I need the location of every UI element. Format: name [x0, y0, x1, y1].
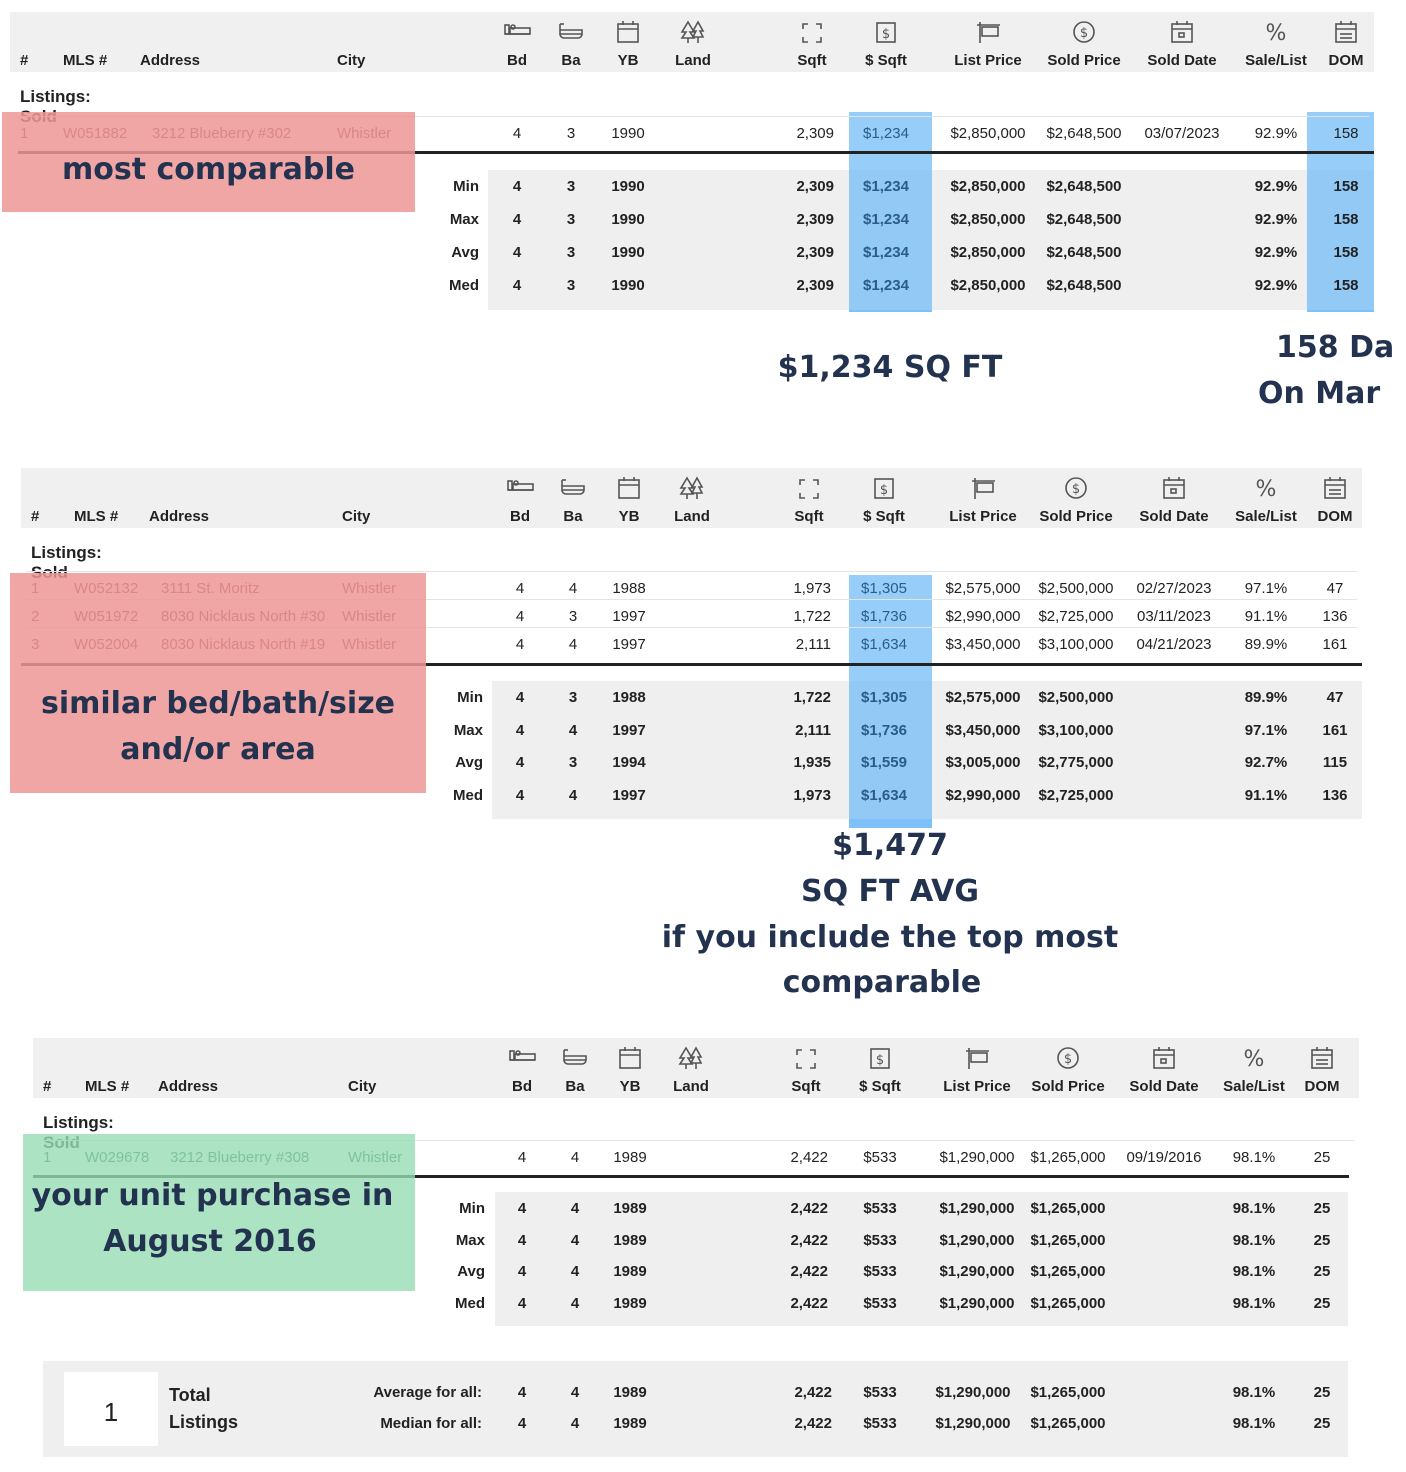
- expand-icon: [794, 475, 824, 501]
- summary-sqft: 1,973: [793, 786, 831, 804]
- summary-list: $2,575,000: [945, 689, 1021, 706]
- summary-ba: 4: [570, 1263, 580, 1280]
- cell-sqft: 1,973: [793, 580, 831, 597]
- summary-ba: 4: [568, 721, 578, 739]
- cell-list: $3,450,000: [945, 636, 1021, 653]
- cell-salelist: 89.9%: [1244, 636, 1288, 653]
- cell-salelist: 92.9%: [1254, 125, 1298, 142]
- summary-salelist: 91.1%: [1244, 786, 1288, 804]
- column-header-mls: MLS #: [85, 1078, 130, 1095]
- bed-icon: [502, 19, 532, 45]
- summary-bd: 4: [512, 178, 522, 195]
- column-header-mls: MLS #: [74, 508, 119, 525]
- totals-avg-sqft: 2,422: [794, 1384, 832, 1401]
- summary-label-med: Med: [455, 1294, 485, 1312]
- percent-icon: [1239, 1045, 1269, 1071]
- summary-dom: 25: [1313, 1200, 1331, 1217]
- column-header-list: List Price: [949, 508, 1017, 525]
- summary-psqft: $1,234: [863, 244, 909, 261]
- column-header-land: Land: [674, 508, 710, 525]
- summary-psqft: $533: [863, 1231, 897, 1249]
- summary-yb: 1997: [612, 786, 646, 804]
- cell-salelist: 98.1%: [1232, 1149, 1276, 1166]
- annotation-purchase-line2: August 2016: [103, 1224, 317, 1259]
- summary-sqft: 2,422: [790, 1231, 828, 1249]
- cell-date: 03/07/2023: [1144, 125, 1220, 142]
- totals-avg-dom: 25: [1313, 1384, 1331, 1401]
- summary-yb: 1989: [613, 1200, 647, 1217]
- summary-list: $3,450,000: [945, 721, 1021, 739]
- summary-bd: 4: [515, 721, 525, 739]
- cell-sqft: 2,309: [796, 125, 834, 142]
- summary-list: $3,005,000: [945, 754, 1021, 771]
- summary-salelist: 92.9%: [1254, 277, 1298, 294]
- svg-text:%: %: [1243, 1047, 1265, 1072]
- column-header-solddate: Sold Date: [1129, 1078, 1199, 1095]
- summary-dom: 136: [1322, 786, 1348, 804]
- summary-yb: 1989: [613, 1231, 647, 1249]
- summary-bd: 4: [512, 211, 522, 228]
- calendar-date-icon: [1159, 475, 1189, 501]
- summary-sold: $1,265,000: [1030, 1263, 1106, 1280]
- summary-label-min: Min: [459, 1200, 485, 1217]
- cell-sold: $2,648,500: [1046, 125, 1122, 142]
- totals-med-yb: 1989: [613, 1415, 647, 1432]
- cell-ba: 4: [568, 636, 578, 653]
- cell-psqft: $533: [863, 1149, 897, 1166]
- column-header-list: List Price: [954, 52, 1022, 69]
- summary-dom: 158: [1333, 277, 1359, 294]
- summary-label-avg: Avg: [455, 754, 483, 771]
- summary-yb: 1990: [611, 277, 645, 294]
- summary-list: $1,290,000: [939, 1263, 1015, 1280]
- summary-bd: 4: [517, 1294, 527, 1312]
- summary-list: $2,850,000: [950, 277, 1026, 294]
- cell-psqft: $1,634: [861, 636, 907, 653]
- summary-list: $2,850,000: [950, 178, 1026, 195]
- summary-psqft: $533: [863, 1294, 897, 1312]
- summary-sold: $2,725,000: [1038, 786, 1114, 804]
- bath-icon: [560, 1045, 590, 1071]
- cell-ba: 3: [566, 125, 576, 142]
- annotation-avg-line3: if you include the top most: [661, 920, 1119, 955]
- cell-bd: 4: [517, 1149, 527, 1166]
- column-header-yb: YB: [619, 1078, 641, 1095]
- summary-ba: 3: [568, 689, 578, 706]
- totals-avg-sold: $1,265,000: [1030, 1384, 1106, 1401]
- cell-psqft: $1,234: [863, 125, 909, 142]
- totals-avg-psqft: $533: [863, 1384, 897, 1401]
- bed-icon: [507, 1045, 537, 1071]
- column-header-ba: Ba: [561, 52, 581, 69]
- column-header-num: #: [20, 52, 29, 69]
- cell-salelist: 91.1%: [1244, 608, 1288, 625]
- summary-list: $2,850,000: [950, 244, 1026, 261]
- column-header-land: Land: [673, 1078, 709, 1095]
- totals-avg-list: $1,290,000: [935, 1384, 1011, 1401]
- summary-bd: 4: [515, 754, 525, 771]
- column-header-bd: Bd: [512, 1078, 532, 1095]
- dollar-circle-icon: [1061, 475, 1091, 501]
- annotation-avg-line2: SQ FT AVG: [801, 874, 979, 909]
- column-header-num: #: [43, 1078, 52, 1095]
- summary-label-med: Med: [453, 786, 483, 804]
- column-header-sqft: Sqft: [797, 52, 827, 69]
- cell-date: 03/11/2023: [1137, 608, 1211, 625]
- summary-dom: 161: [1322, 721, 1348, 739]
- cell-ba: 3: [568, 608, 578, 625]
- summary-salelist: 92.9%: [1254, 211, 1298, 228]
- column-header-yb: YB: [617, 52, 639, 69]
- summary-psqft: $1,234: [863, 277, 909, 294]
- summary-sqft: 1,935: [793, 754, 831, 771]
- totals-avg-label: Average for all:: [373, 1384, 482, 1401]
- expand-icon: [791, 1045, 821, 1071]
- column-header-psqft: $ Sqft: [863, 508, 905, 525]
- expand-icon: [797, 19, 827, 45]
- summary-salelist: 89.9%: [1244, 689, 1288, 706]
- calendar-icon: [613, 19, 643, 45]
- totals-med-list: $1,290,000: [935, 1415, 1011, 1432]
- annotation-sqft-price: $1,234 SQ FT: [777, 350, 1003, 385]
- summary-label-max: Max: [449, 211, 479, 228]
- summary-salelist: 92.7%: [1244, 754, 1288, 771]
- summary-ba: 3: [566, 211, 576, 228]
- calendar-date-icon: [1167, 19, 1197, 45]
- summary-sold: $2,648,500: [1046, 178, 1122, 195]
- summary-yb: 1988: [612, 689, 646, 706]
- column-header-bd: Bd: [510, 508, 530, 525]
- column-header-city: City: [337, 52, 366, 69]
- cell-yb: 1997: [612, 608, 646, 625]
- summary-psqft: $533: [863, 1263, 897, 1280]
- total-label-line1: Total: [169, 1385, 211, 1405]
- cell-dom: 136: [1322, 608, 1348, 625]
- sign-icon: [968, 475, 998, 501]
- cell-bd: 4: [515, 580, 525, 597]
- summary-dom: 115: [1322, 754, 1348, 771]
- svg-text:%: %: [1265, 21, 1287, 46]
- dollar-tag-icon: [869, 475, 899, 501]
- svg-text:%: %: [1255, 477, 1277, 502]
- summary-sold: $2,648,500: [1046, 211, 1122, 228]
- column-header-dom: DOM: [1304, 1078, 1340, 1095]
- column-header-sold: Sold Price: [1047, 52, 1121, 69]
- summary-yb: 1989: [613, 1294, 647, 1312]
- summary-label-avg: Avg: [457, 1263, 485, 1280]
- summary-sold: $3,100,000: [1038, 721, 1114, 739]
- summary-ba: 4: [570, 1294, 580, 1312]
- summary-label-max: Max: [455, 1231, 485, 1249]
- dollar-circle-icon: [1053, 1045, 1083, 1071]
- cell-date: 09/19/2016: [1126, 1149, 1202, 1166]
- percent-icon: [1261, 19, 1291, 45]
- summary-dom: 47: [1326, 689, 1344, 706]
- column-header-city: City: [342, 508, 371, 525]
- summary-bd: 4: [517, 1263, 527, 1280]
- column-header-address: Address: [149, 508, 210, 525]
- cell-yb: 1989: [613, 1149, 647, 1166]
- totals-med-psqft: $533: [863, 1415, 897, 1432]
- annotation-dom-line1: 158 Da: [1276, 330, 1395, 365]
- cell-sqft: 1,722: [793, 608, 831, 625]
- svg-text:$: $: [1063, 1052, 1073, 1067]
- dom-icon: [1320, 475, 1350, 501]
- summary-bd: 4: [515, 786, 525, 804]
- summary-ba: 4: [570, 1200, 580, 1217]
- cell-list: $2,850,000: [950, 125, 1026, 142]
- summary-dom: 25: [1313, 1231, 1331, 1249]
- cell-salelist: 97.1%: [1244, 580, 1288, 597]
- summary-sqft: 2,309: [796, 178, 834, 195]
- dollar-tag-icon: [871, 19, 901, 45]
- summary-salelist: 92.9%: [1254, 244, 1298, 261]
- calendar-date-icon: [1149, 1045, 1179, 1071]
- summary-label-min: Min: [457, 689, 483, 706]
- percent-icon: [1251, 475, 1281, 501]
- cell-sold: $3,100,000: [1038, 636, 1114, 653]
- summary-sold: $2,648,500: [1046, 244, 1122, 261]
- totals-avg-salelist: 98.1%: [1232, 1384, 1276, 1401]
- column-header-ba: Ba: [563, 508, 583, 525]
- summary-label-min: Min: [453, 178, 479, 195]
- cell-dom: 47: [1326, 580, 1344, 597]
- annotation-similar-line2: and/or area: [120, 732, 316, 767]
- summary-dom: 25: [1313, 1294, 1331, 1312]
- annotation-similar-line1: similar bed/bath/size: [40, 686, 396, 721]
- column-header-sold: Sold Price: [1031, 1078, 1105, 1095]
- cell-yb: 1990: [611, 125, 645, 142]
- cell-ba: 4: [568, 580, 578, 597]
- cell-ba: 4: [570, 1149, 580, 1166]
- column-header-sqft: Sqft: [791, 1078, 821, 1095]
- cell-list: $1,290,000: [939, 1149, 1015, 1166]
- summary-label-avg: Avg: [451, 244, 479, 261]
- row-divider: [26, 571, 1357, 572]
- column-header-solddate: Sold Date: [1147, 52, 1217, 69]
- summary-salelist: 98.1%: [1232, 1263, 1276, 1280]
- listings-sold-label: Listings:: [31, 543, 102, 562]
- cell-yb: 1988: [612, 580, 646, 597]
- column-header-address: Address: [140, 52, 201, 69]
- column-header-psqft: $ Sqft: [865, 52, 907, 69]
- summary-salelist: 98.1%: [1232, 1294, 1276, 1312]
- summary-sqft: 2,309: [796, 211, 834, 228]
- cell-bd: 4: [515, 636, 525, 653]
- summary-bd: 4: [515, 689, 525, 706]
- totals-med-dom: 25: [1313, 1415, 1331, 1432]
- summary-ba: 4: [570, 1231, 580, 1249]
- dollar-circle-icon: [1069, 19, 1099, 45]
- summary-sqft: 1,722: [793, 689, 831, 706]
- cell-yb: 1997: [612, 636, 646, 653]
- summary-yb: 1990: [611, 211, 645, 228]
- cell-bd: 4: [515, 608, 525, 625]
- column-header-num: #: [31, 508, 40, 525]
- summary-yb: 1997: [612, 721, 646, 739]
- summary-sold: $2,500,000: [1038, 689, 1114, 706]
- svg-text:$: $: [875, 1053, 885, 1068]
- trees-icon: [678, 19, 708, 45]
- summary-sqft: 2,309: [796, 277, 834, 294]
- column-header-mls: MLS #: [63, 52, 108, 69]
- cell-sold: $2,500,000: [1038, 580, 1114, 597]
- summary-ba: 3: [566, 244, 576, 261]
- cell-sqft: 2,111: [795, 636, 831, 653]
- column-header-list: List Price: [943, 1078, 1011, 1095]
- summary-sold: $2,648,500: [1046, 277, 1122, 294]
- summary-dom: 158: [1333, 211, 1359, 228]
- column-header-solddate: Sold Date: [1139, 508, 1209, 525]
- dom-icon: [1331, 19, 1361, 45]
- cell-list: $2,575,000: [945, 580, 1021, 597]
- summary-salelist: 98.1%: [1232, 1200, 1276, 1217]
- summary-list: $2,850,000: [950, 211, 1026, 228]
- calendar-icon: [615, 1045, 645, 1071]
- total-label-line2: Listings: [169, 1412, 239, 1432]
- summary-sold: $1,265,000: [1030, 1231, 1106, 1249]
- summary-psqft: $1,234: [863, 211, 909, 228]
- cell-sqft: 2,422: [790, 1149, 828, 1166]
- summary-psqft: $1,559: [861, 754, 907, 771]
- summary-psqft: $533: [863, 1200, 897, 1217]
- summary-dom: 158: [1333, 178, 1359, 195]
- annotation-purchase-line1: your unit purchase in: [31, 1178, 394, 1213]
- totals-avg-yb: 1989: [613, 1384, 647, 1401]
- svg-text:$: $: [1079, 26, 1089, 41]
- bath-icon: [556, 19, 586, 45]
- summary-sqft: 2,422: [790, 1200, 828, 1217]
- summary-list: $2,990,000: [945, 786, 1021, 804]
- column-header-dom: DOM: [1328, 52, 1364, 69]
- svg-text:$: $: [881, 27, 891, 42]
- summary-yb: 1989: [613, 1263, 647, 1280]
- column-header-salelist: Sale/List: [1245, 52, 1307, 69]
- cell-sold: $1,265,000: [1030, 1149, 1106, 1166]
- summary-ba: 3: [566, 277, 576, 294]
- summary-psqft: $1,736: [861, 721, 907, 739]
- summary-sold: $1,265,000: [1030, 1200, 1106, 1217]
- sign-icon: [962, 1045, 992, 1071]
- summary-ba: 3: [568, 754, 578, 771]
- column-header-sqft: Sqft: [794, 508, 824, 525]
- summary-sqft: 2,422: [790, 1263, 828, 1280]
- summary-salelist: 97.1%: [1244, 721, 1288, 739]
- cell-sold: $2,725,000: [1038, 608, 1114, 625]
- totals-med-sold: $1,265,000: [1030, 1415, 1106, 1432]
- totals-med-label: Median for all:: [380, 1415, 482, 1432]
- summary-list: $1,290,000: [939, 1294, 1015, 1312]
- listings-sold-label: Listings:: [20, 87, 91, 106]
- summary-psqft: $1,305: [861, 689, 907, 706]
- summary-bd: 4: [512, 277, 522, 294]
- column-header-yb: YB: [618, 508, 640, 525]
- trees-icon: [676, 1045, 706, 1071]
- column-header-address: Address: [158, 1078, 219, 1095]
- summary-label-max: Max: [453, 721, 483, 739]
- column-header-dom: DOM: [1317, 508, 1353, 525]
- totals-med-salelist: 98.1%: [1232, 1415, 1276, 1432]
- summary-list: $1,290,000: [939, 1231, 1015, 1249]
- total-count: 1: [64, 1372, 158, 1446]
- cell-date: 02/27/2023: [1136, 580, 1212, 597]
- column-header-ba: Ba: [565, 1078, 585, 1095]
- annotation-avg-line4: comparable: [782, 965, 982, 1000]
- cell-psqft: $1,305: [861, 580, 907, 597]
- column-header-salelist: Sale/List: [1223, 1078, 1285, 1095]
- summary-dom: 158: [1333, 244, 1359, 261]
- summary-yb: 1994: [612, 754, 646, 771]
- column-header-bd: Bd: [507, 52, 527, 69]
- column-header-land: Land: [675, 52, 711, 69]
- cell-psqft: $1,736: [861, 608, 907, 625]
- summary-sqft: 2,111: [795, 721, 831, 739]
- summary-sold: $2,775,000: [1038, 754, 1114, 771]
- summary-sqft: 2,422: [790, 1294, 828, 1312]
- column-header-city: City: [348, 1078, 377, 1095]
- cell-dom: 158: [1333, 125, 1359, 142]
- summary-psqft: $1,634: [861, 786, 907, 804]
- totals-box: [43, 1361, 1348, 1457]
- column-header-psqft: $ Sqft: [859, 1078, 901, 1095]
- column-header-sold: Sold Price: [1039, 508, 1113, 525]
- cell-dom: 161: [1322, 636, 1348, 653]
- sign-icon: [973, 19, 1003, 45]
- totals-avg-ba: 4: [570, 1384, 580, 1401]
- annotation-avg-line1: $1,477: [832, 828, 948, 863]
- totals-avg-bd: 4: [517, 1384, 527, 1401]
- summary-bd: 4: [517, 1200, 527, 1217]
- bed-icon: [505, 475, 535, 501]
- bath-icon: [558, 475, 588, 501]
- summary-label-med: Med: [449, 277, 479, 294]
- annotation-most-comparable: most comparable: [61, 152, 356, 187]
- summary-yb: 1990: [611, 244, 645, 261]
- cell-list: $2,990,000: [945, 608, 1021, 625]
- summary-list: $1,290,000: [939, 1200, 1015, 1217]
- summary-ba: 3: [566, 178, 576, 195]
- totals-med-ba: 4: [570, 1415, 580, 1432]
- dom-icon: [1307, 1045, 1337, 1071]
- totals-med-bd: 4: [517, 1415, 527, 1432]
- calendar-icon: [614, 475, 644, 501]
- cell-dom: 25: [1313, 1149, 1331, 1166]
- svg-text:$: $: [879, 483, 889, 498]
- summary-psqft: $1,234: [863, 178, 909, 195]
- totals-med-sqft: 2,422: [794, 1415, 832, 1432]
- cell-date: 04/21/2023: [1136, 636, 1212, 653]
- summary-sqft: 2,309: [796, 244, 834, 261]
- summary-bd: 4: [517, 1231, 527, 1249]
- column-header-salelist: Sale/List: [1235, 508, 1297, 525]
- summary-bd: 4: [512, 244, 522, 261]
- summary-salelist: 98.1%: [1232, 1231, 1276, 1249]
- summary-ba: 4: [568, 786, 578, 804]
- cell-bd: 4: [512, 125, 522, 142]
- listings-sold-label: Listings:: [43, 1113, 114, 1132]
- svg-text:$: $: [1071, 482, 1081, 497]
- trees-icon: [677, 475, 707, 501]
- annotation-dom-line2: On Mar: [1258, 376, 1381, 411]
- summary-dom: 25: [1313, 1263, 1331, 1280]
- summary-salelist: 92.9%: [1254, 178, 1298, 195]
- summary-yb: 1990: [611, 178, 645, 195]
- dollar-tag-icon: [865, 1045, 895, 1071]
- summary-sold: $1,265,000: [1030, 1294, 1106, 1312]
